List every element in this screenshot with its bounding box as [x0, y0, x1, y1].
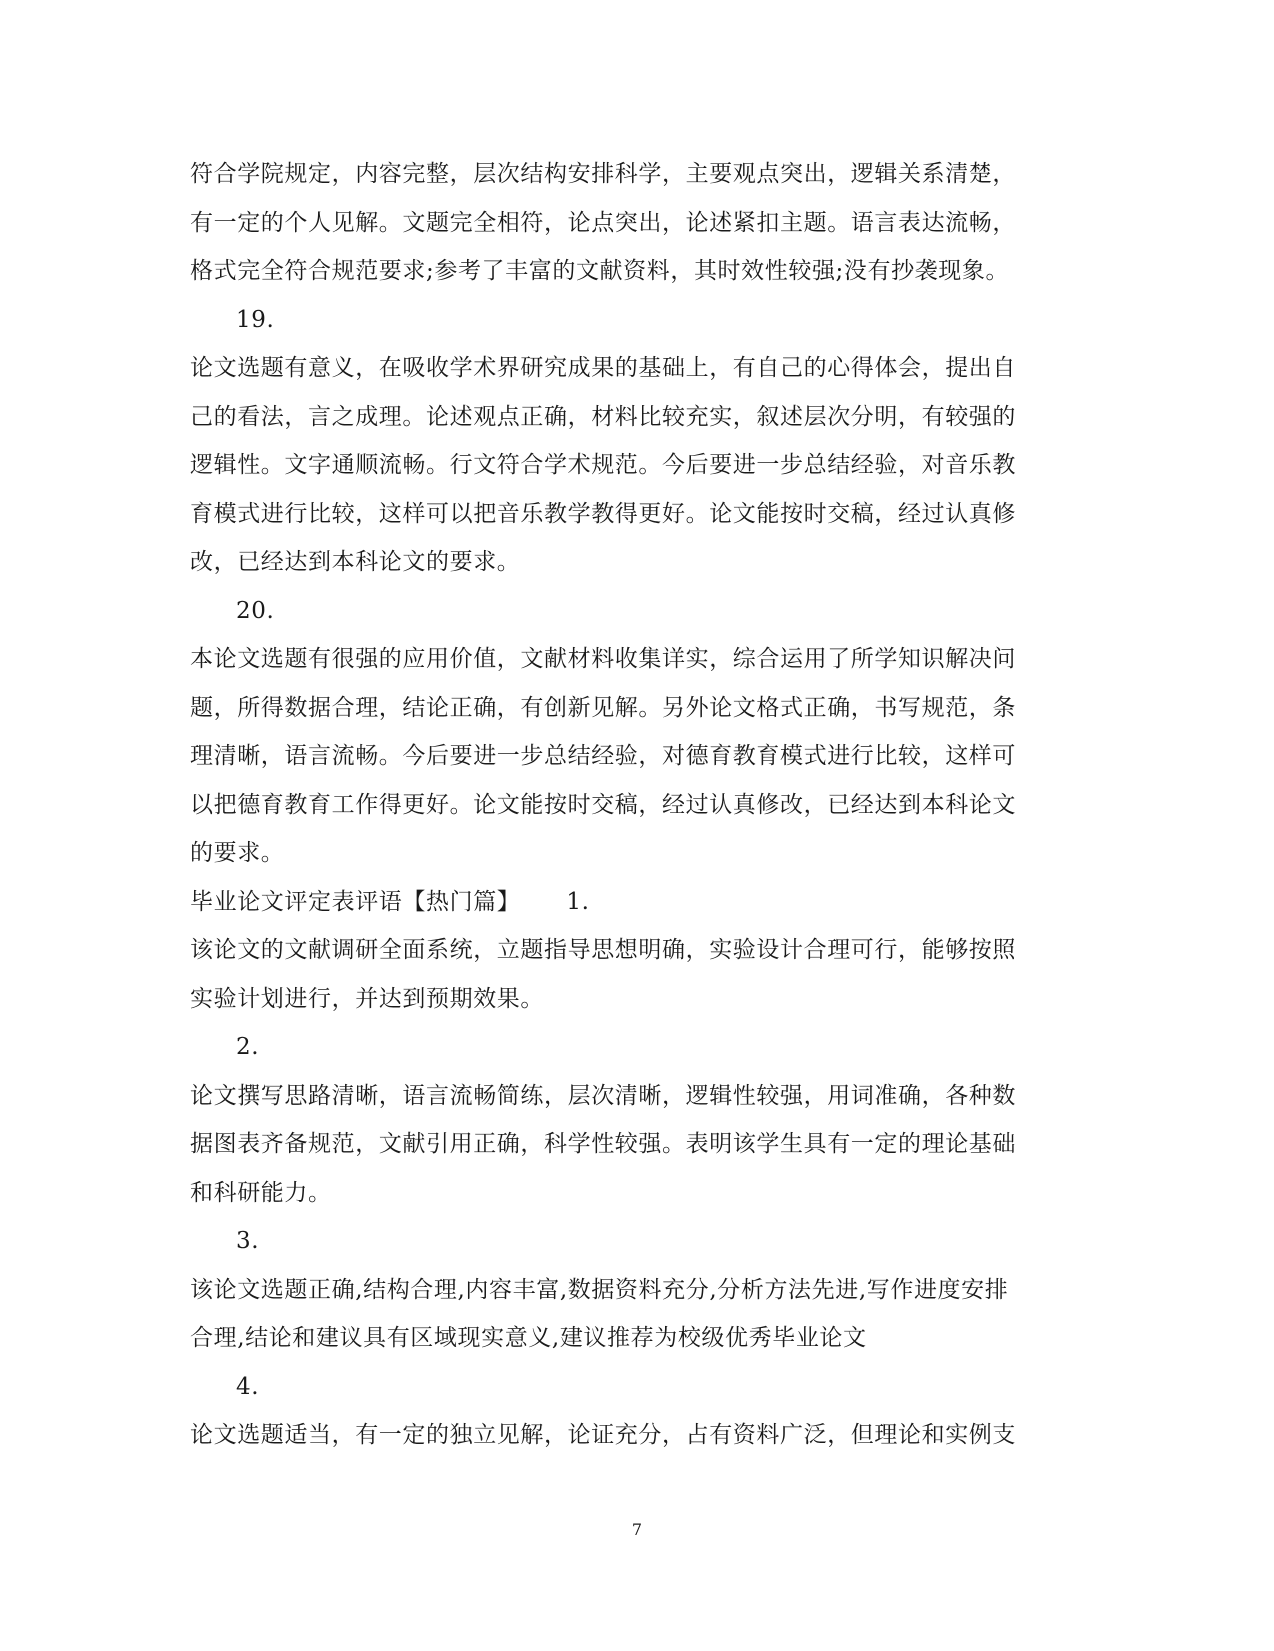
text-line: 据图表齐备规范，文献引用正确，科学性较强。表明该学生具有一定的理论基础	[190, 1131, 1016, 1157]
text-line: 和科研能力。	[190, 1179, 332, 1206]
text-line: 论文选题适当，有一定的独立见解，论证充分，占有资料广泛，但理论和实例支	[190, 1422, 1016, 1448]
text-line: 论文选题有意义，在吸收学术界研究成果的基础上，有自己的心得体会，提出自	[190, 355, 1016, 381]
text-line: 理清晰，语言流畅。今后要进一步总结经验，对德育教育模式进行比较，这样可	[190, 743, 1016, 769]
item-number-3: 3.	[236, 1228, 260, 1254]
text-line: 合理,结论和建议具有区域现实意义,建议推荐为校级优秀毕业论文	[190, 1325, 867, 1351]
text-line: 己的看法，言之成理。论述观点正确，材料比较充实，叙述层次分明，有较强的	[190, 403, 1016, 430]
text-line: 改，已经达到本科论文的要求。	[190, 549, 521, 575]
text-line: 以把德育教育工作得更好。论文能按时交稿，经过认真修改，已经达到本科论文	[190, 791, 1016, 818]
text-line: 逻辑性。文字通顺流畅。行文符合学术规范。今后要进一步总结经验，对音乐教	[190, 452, 1016, 478]
text-line: 题，所得数据合理，结论正确，有创新见解。另外论文格式正确，书写规范，条	[190, 694, 1016, 721]
text-line: 实验计划进行，并达到预期效果。	[190, 985, 544, 1012]
text-line: 格式完全符合规范要求;参考了丰富的文献资料，其时效性较强;没有抄袭现象。	[190, 258, 1010, 284]
item-number-2: 2.	[236, 1034, 260, 1060]
item-number-4: 4.	[236, 1373, 260, 1400]
section-heading-line	[190, 878, 1090, 927]
text-line: 本论文选题有很强的应用价值，文献材料收集详实，综合运用了所学知识解决问	[190, 646, 1016, 672]
text-line: 该论文的文献调研全面系统，立题指导思想明确，实验设计合理可行，能够按照	[190, 937, 1016, 963]
item-number-20: 20.	[236, 597, 275, 624]
text-line: 有一定的个人见解。文题完全相符，论点突出，论述紧扣主题。语言表达流畅，	[190, 209, 1016, 236]
text-line: 论文撰写思路清晰，语言流畅简练，层次清晰，逻辑性较强，用词准确，各种数	[190, 1082, 1016, 1109]
page-number: 7	[631, 1520, 643, 1539]
text-line: 符合学院规定，内容完整，层次结构安排科学，主要观点突出，逻辑关系清楚，	[190, 161, 1016, 187]
document-body	[190, 150, 1090, 1460]
text-line: 育模式进行比较，这样可以把音乐教学教得更好。论文能按时交稿，经过认真修	[190, 500, 1016, 527]
text-line: 的要求。	[190, 840, 285, 866]
item-number-1: 1.	[566, 888, 590, 915]
section-heading: 毕业论文评定表评语【热门篇】	[190, 888, 521, 915]
text-line: 该论文选题正确,结构合理,内容丰富,数据资料充分,分析方法先进,写作进度安排	[190, 1276, 1009, 1303]
item-number-19: 19.	[236, 306, 275, 333]
